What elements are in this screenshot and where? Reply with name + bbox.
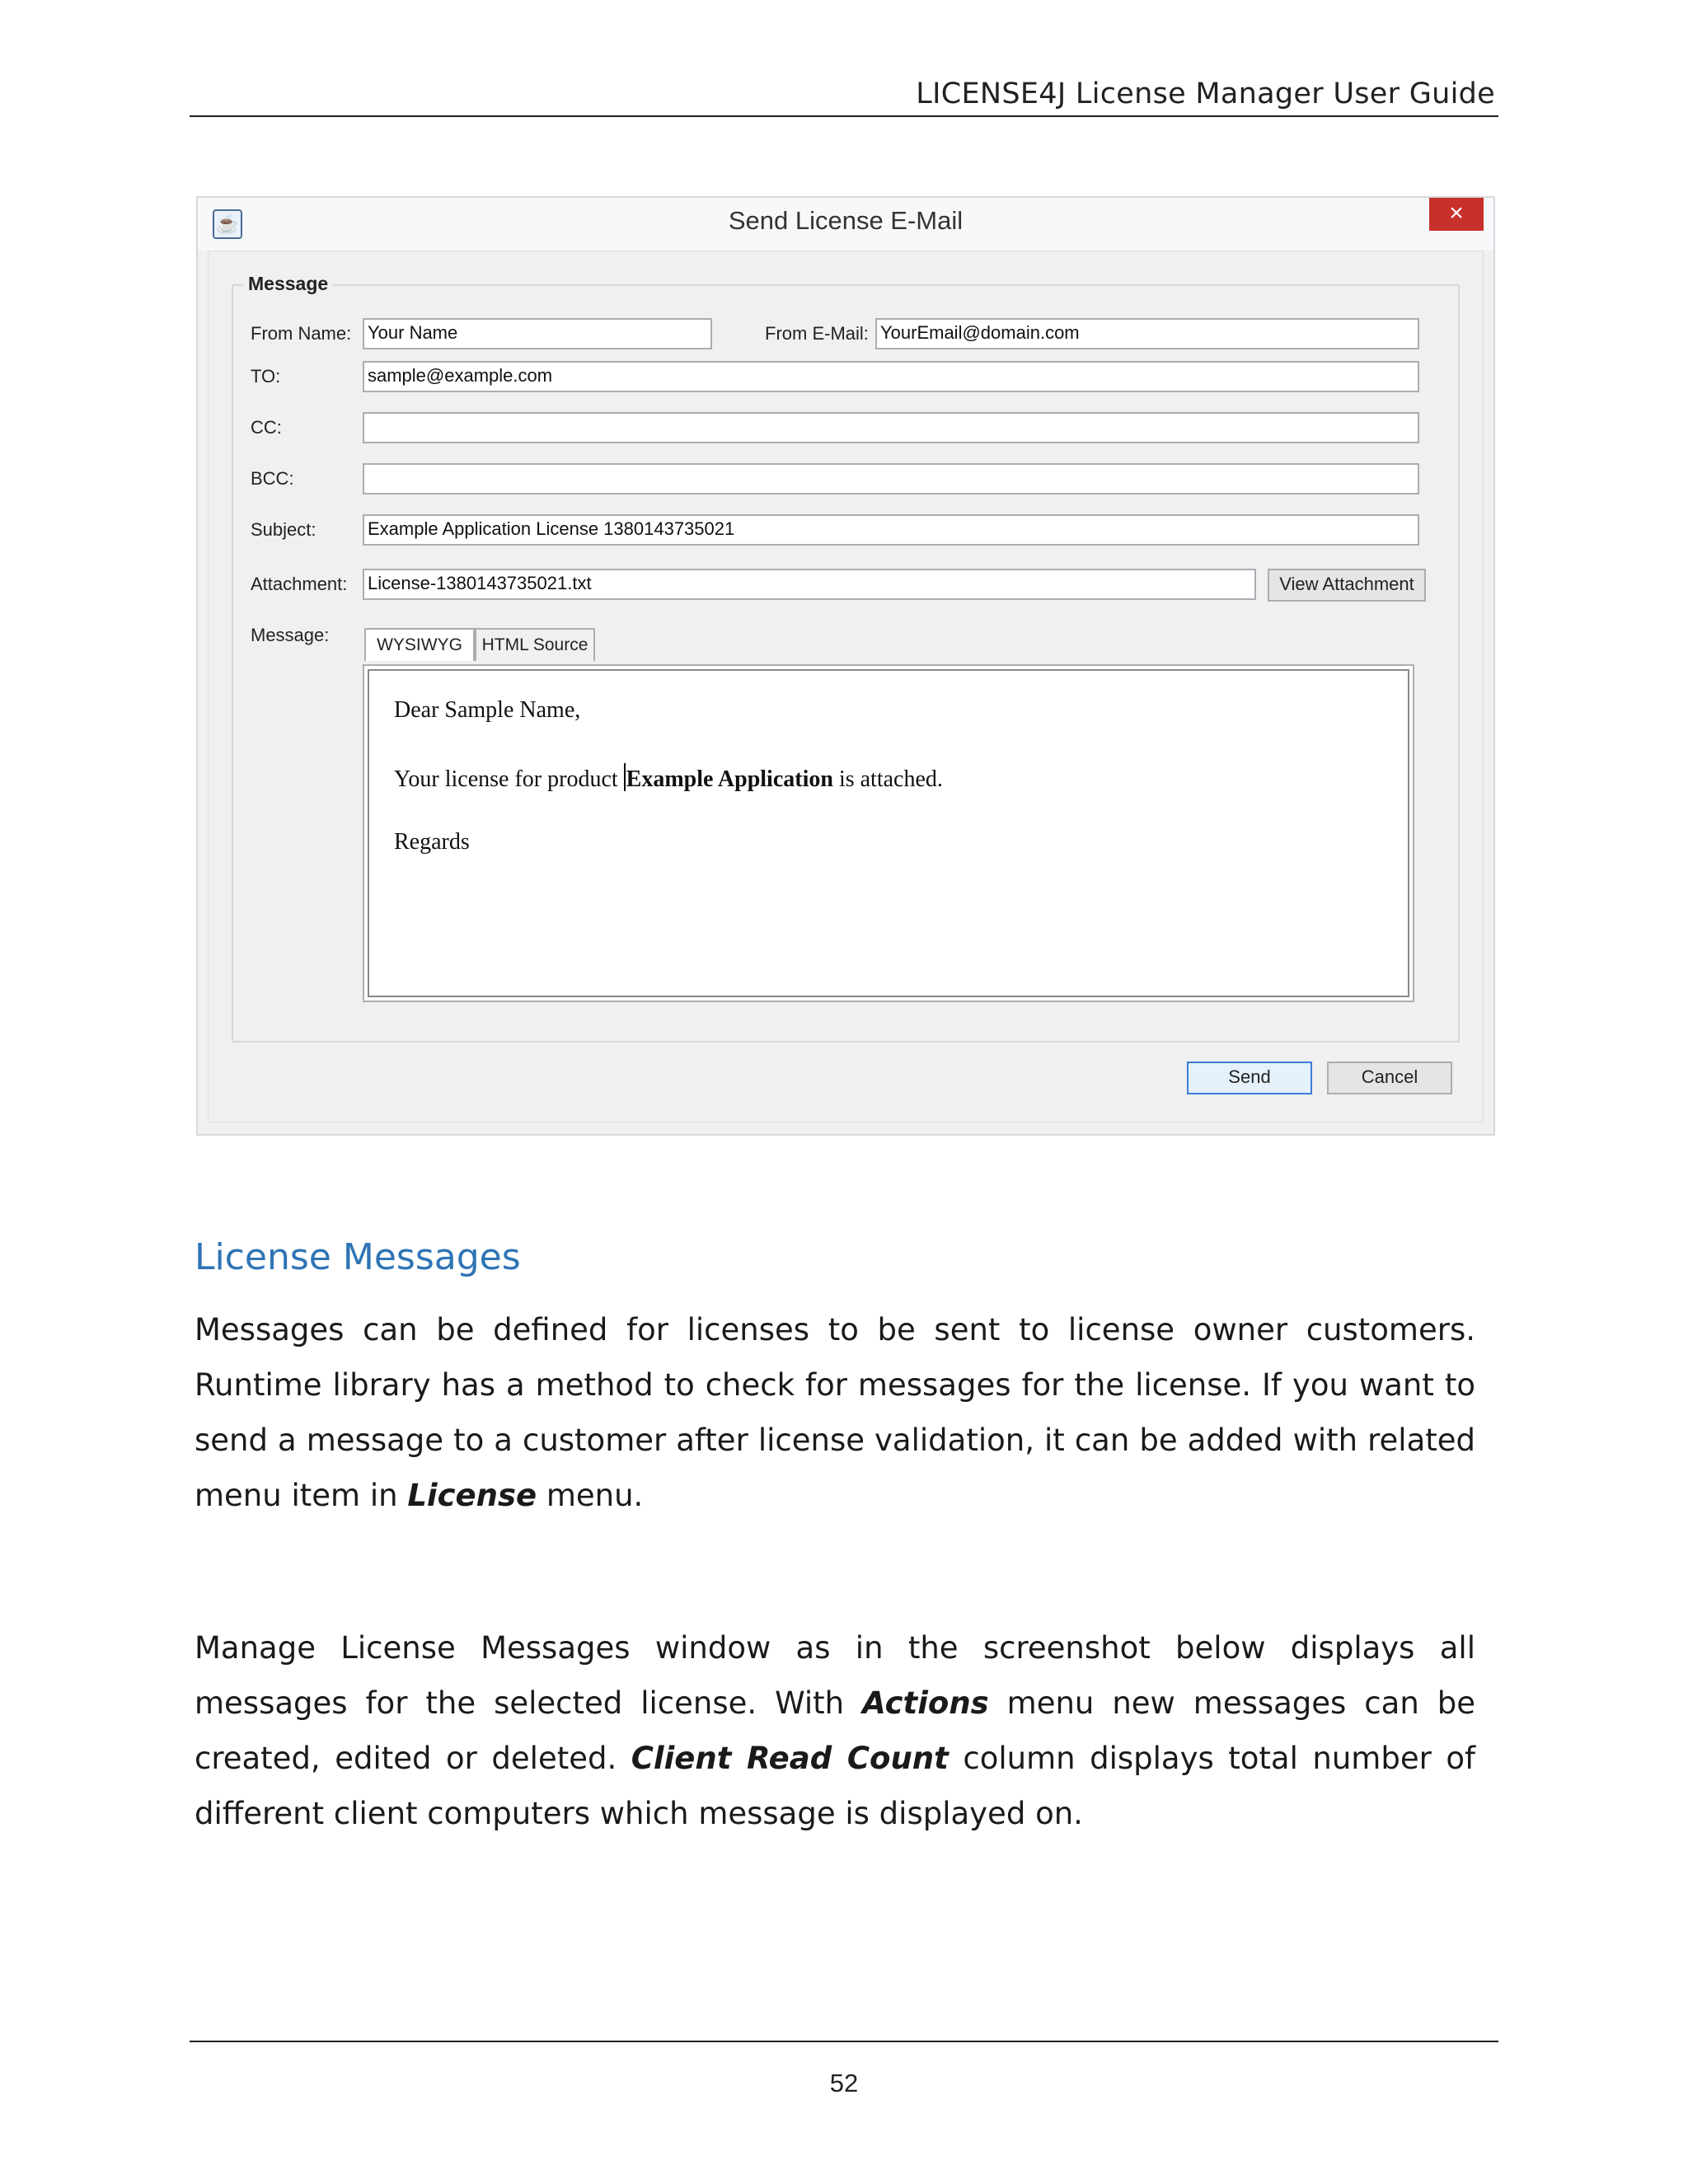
subject-input[interactable]: Example Application License 1380143735021 (363, 514, 1419, 546)
from-email-label: From E-Mail: (765, 323, 869, 344)
cc-input[interactable] (363, 412, 1419, 443)
page-header-title: LICENSE4J License Manager User Guide (916, 77, 1495, 110)
from-email-input[interactable]: YourEmail@domain.com (875, 318, 1419, 349)
editor-line-suffix: is attached. (832, 766, 943, 792)
bcc-input[interactable] (363, 463, 1419, 494)
para2-part-a: Manage License Messages window as in the screenshot below displays all messages for the selected license. With (195, 1630, 1475, 1721)
header-rule (190, 115, 1498, 117)
editor-greeting: Dear Sample Name, (394, 697, 581, 723)
para2-part-c: column displays total number of different client computers which message is displayed on. (195, 1741, 1475, 1831)
to-label: TO: (251, 366, 281, 387)
from-name-label: From Name: (251, 323, 352, 344)
dialog-titlebar[interactable] (198, 198, 1493, 251)
para1-emphasis: License (407, 1478, 537, 1513)
tab-wysiwyg[interactable]: WYSIWYG (364, 628, 475, 661)
editor-body-line (394, 763, 943, 793)
close-icon[interactable]: × (1429, 198, 1484, 231)
send-button[interactable]: Send (1187, 1062, 1312, 1094)
to-input[interactable]: sample@example.com (363, 361, 1419, 392)
cancel-button[interactable]: Cancel (1327, 1062, 1452, 1094)
attachment-label: Attachment: (251, 574, 348, 594)
tab-html-source[interactable]: HTML Source (475, 628, 595, 661)
para1-end: menu. (537, 1478, 644, 1513)
message-group-label: Message (243, 273, 333, 295)
paragraph-1 (195, 1302, 1475, 1523)
text-cursor (624, 763, 626, 791)
para2-part-b: menu new messages can be created, edited or deleted. (195, 1685, 1475, 1776)
attachment-input[interactable]: License-1380143735021.txt (363, 569, 1256, 600)
bcc-label: BCC: (251, 468, 294, 489)
para1-text: Messages can be defined for licenses to be sent to license owner customers. Runtime library has a method to check for messages for the license. If you want to send a message to a customer after license validation, it can be added with related menu item in (195, 1312, 1475, 1513)
java-app-icon: ☕ (213, 209, 242, 239)
paragraph-2 (195, 1620, 1475, 1841)
from-name-input[interactable]: Your Name (363, 318, 712, 349)
message-editor-content[interactable] (368, 669, 1409, 997)
dialog-title: Send License E-Mail (728, 206, 964, 235)
footer-rule (190, 2041, 1498, 2042)
message-label: Message: (251, 625, 330, 645)
para2-emphasis-actions: Actions (862, 1685, 989, 1721)
subject-label: Subject: (251, 519, 316, 540)
section-title: License Messages (195, 1236, 521, 1278)
para2-emphasis-client-read-count: Client Read Count (631, 1741, 949, 1776)
editor-product-name: Example Application (626, 766, 833, 792)
cc-label: CC: (251, 417, 282, 438)
message-editor[interactable] (363, 664, 1414, 1002)
editor-line-prefix: Your license for product (394, 766, 624, 792)
page-number: 52 (829, 2069, 859, 2097)
view-attachment-button[interactable]: View Attachment (1268, 569, 1426, 602)
editor-closing: Regards (394, 829, 470, 855)
